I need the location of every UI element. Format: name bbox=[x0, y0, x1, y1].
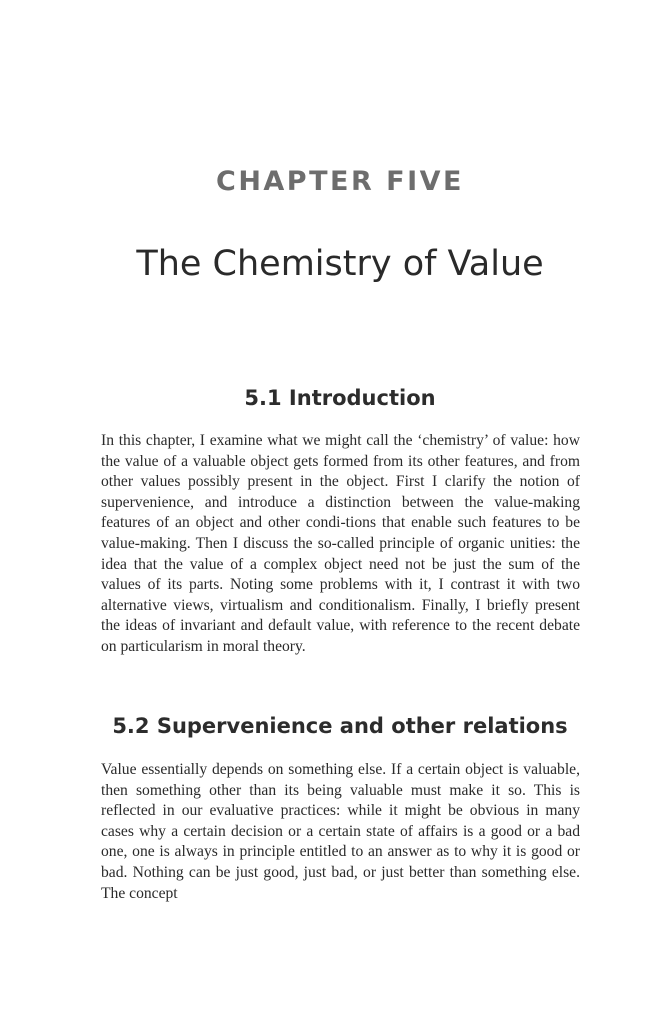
supervenience-paragraph: Value essentially depends on something else. If a certain object is valuable, then something other than its being valuable must make it so. This is reflected in our evaluative practices: while it might be obvious in many cases why a certain decision or a certain state of affairs is a good or a bad one, one is always in principle entitled to an answer as to why it is good or bad. Nothing can be just good, just bad, or just better than something else. The concept bbox=[101, 761, 580, 902]
chapter-title: The Chemistry of Value bbox=[136, 244, 544, 284]
introduction-paragraph: In this chapter, I examine what we might call the ‘chemistry’ of value: how the value of a valuable object gets formed from its other features, and from other values possibly present in the object. First I clarify the notion of supervenience, and introduce a distinction between the value-making features of an object and other condi-tions that enable such features to be value-making. Then I discuss the so-called principle of organic unities: the idea that the value of a complex object need not be just the sum of the values of its parts. Noting some problems with it, I contrast it with two alternative views, virtualism and conditionalism. Finally, I briefly present the ideas of invariant and default value, with reference to the recent debate on particularism in moral theory. bbox=[101, 432, 580, 655]
chapter-label: CHAPTER FIVE bbox=[216, 166, 464, 197]
section-heading-supervenience: 5.2 Supervenience and other relations bbox=[112, 714, 568, 738]
section-heading-introduction: 5.1 Introduction bbox=[244, 386, 436, 410]
